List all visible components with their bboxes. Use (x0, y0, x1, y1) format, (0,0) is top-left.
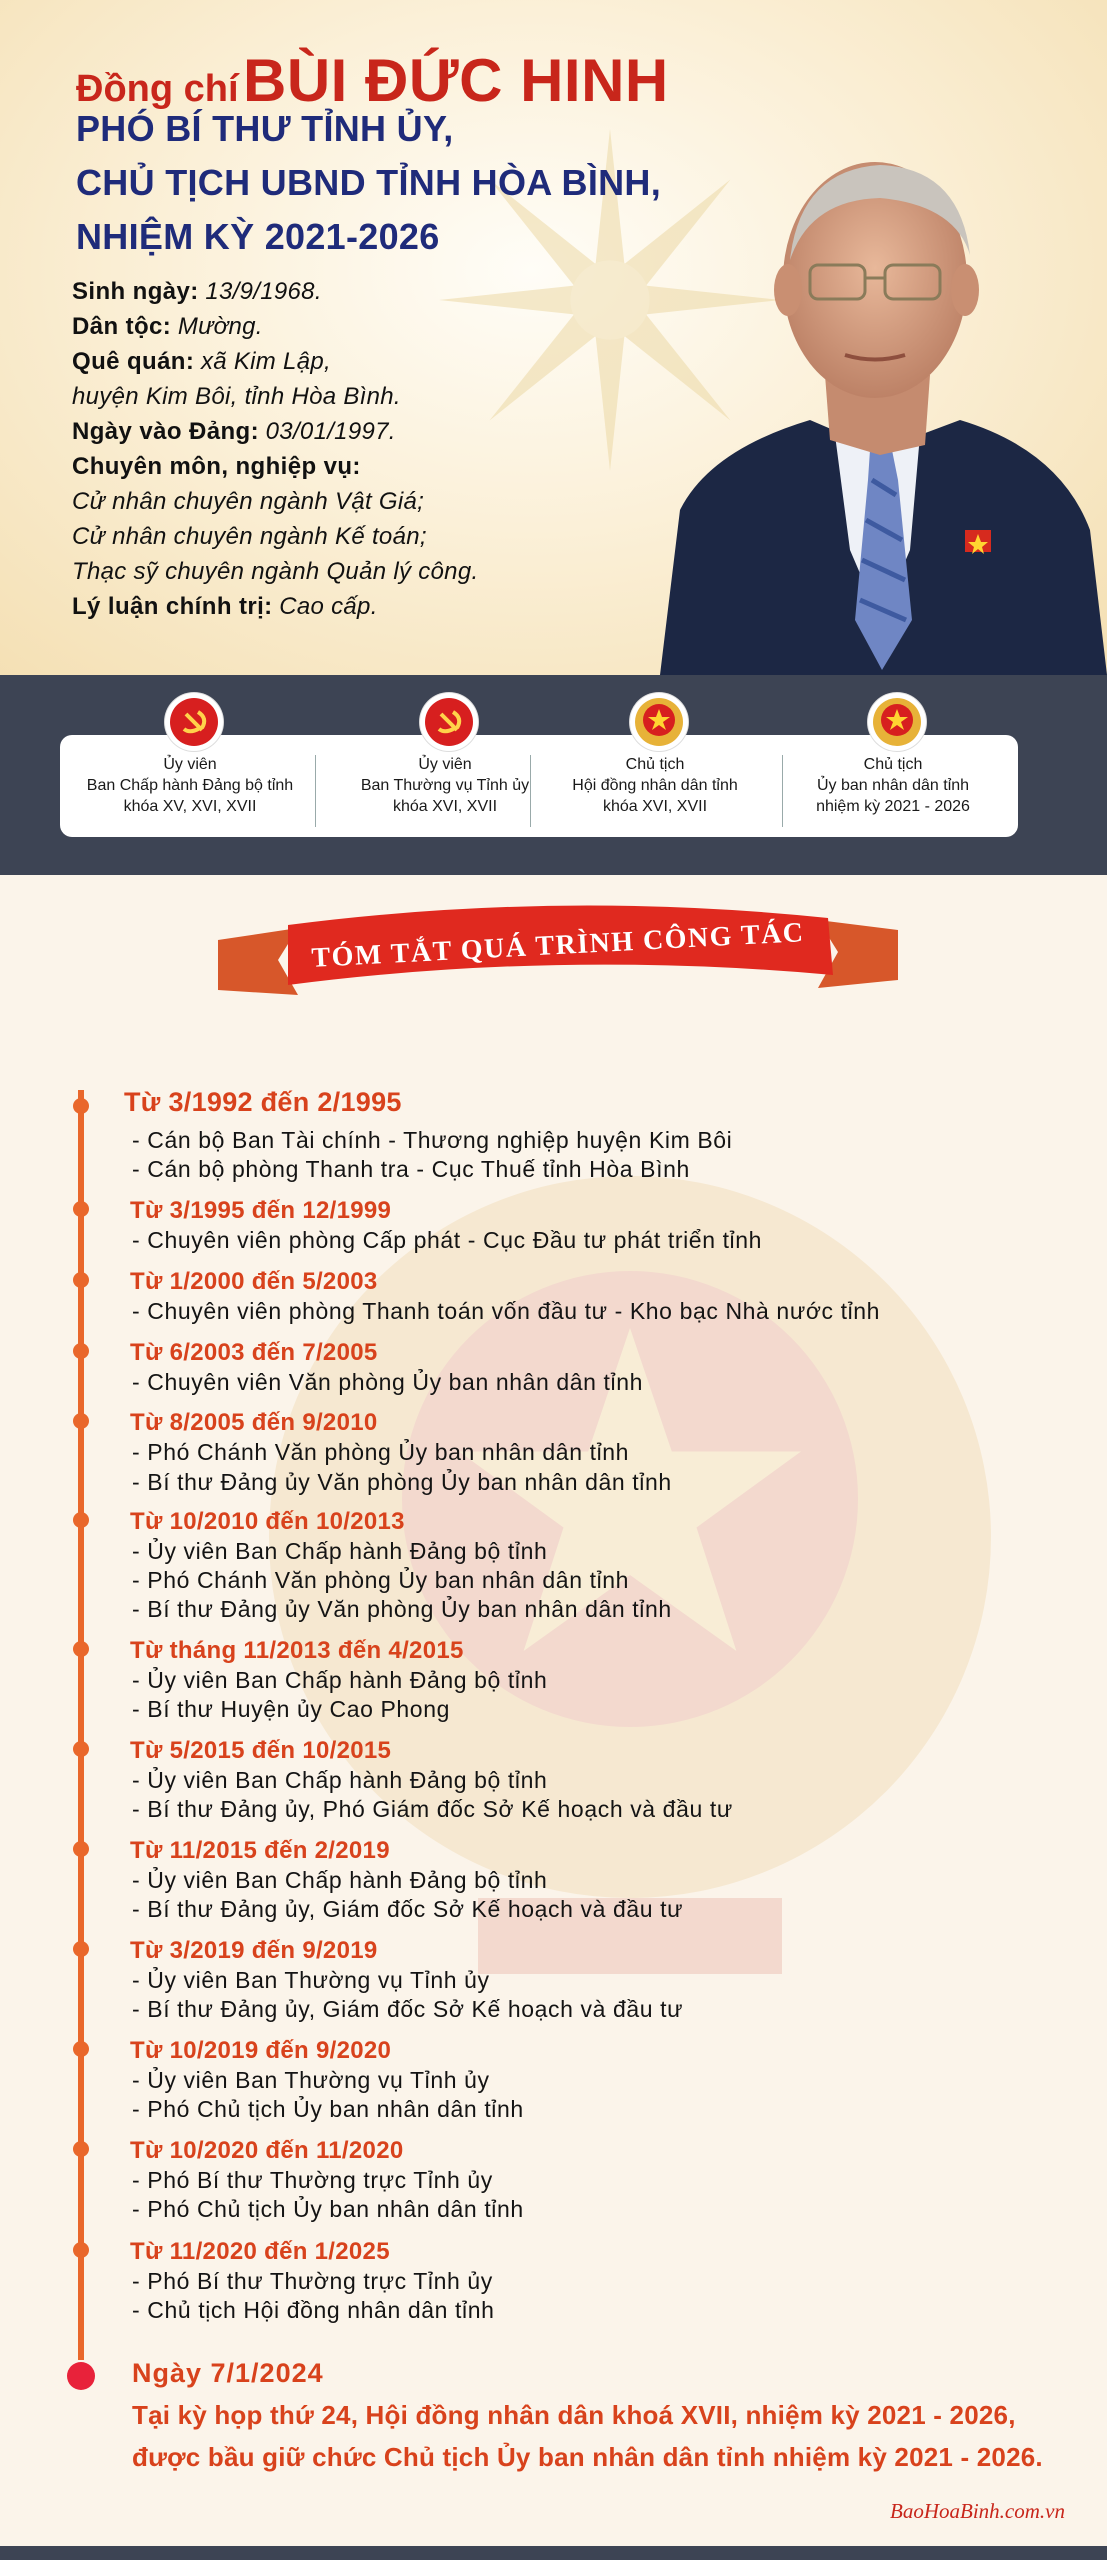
party-row (72, 420, 396, 444)
badge-line: Ủy ban nhân dân tỉnh (816, 776, 970, 794)
timeline-period: Từ tháng 11/2013 đến 4/2015 (130, 1637, 464, 1664)
timeline-item: - Ủy viên Ban Thường vụ Tỉnh ủy (132, 2067, 490, 2093)
expertise-value: Cử nhân chuyên ngành Vật Giá; (72, 488, 425, 515)
timeline-dot (73, 1272, 89, 1288)
timeline-item: - Bí thư Đảng ủy, Phó Giám đốc Sở Kế hoạch và đầu tư (132, 1796, 733, 1822)
page-title (76, 46, 669, 115)
timeline-item: - Ủy viên Ban Chấp hành Đảng bộ tỉnh (132, 1767, 548, 1793)
timeline-dot (73, 2141, 89, 2157)
timeline-period: Từ 8/2005 đến 9/2010 (130, 1409, 378, 1436)
expertise-row (72, 455, 361, 479)
timeline-period: Từ 5/2015 đến 10/2015 (130, 1737, 392, 1764)
subtitle-line: CHỦ TỊCH UBND TỈNH HÒA BÌNH, (76, 162, 662, 203)
party-value: 03/01/1997. (265, 418, 396, 445)
timeline-dot (73, 1413, 89, 1429)
timeline-period: Từ 1/2000 đến 5/2003 (130, 1268, 378, 1295)
expertise-item (72, 490, 424, 514)
party-emblem-icon (165, 693, 223, 751)
positions-bar (0, 675, 1107, 875)
timeline-period: Từ 10/2020 đến 11/2020 (130, 2137, 404, 2164)
timeline-item: - Phó Chánh Văn phòng Ủy ban nhân dân tỉnh (132, 1439, 630, 1465)
timeline-item: - Ủy viên Ban Chấp hành Đảng bộ tỉnh (132, 1867, 548, 1893)
birth-row (72, 280, 322, 304)
timeline-period: Từ 6/2003 đến 7/2005 (130, 1339, 378, 1366)
position-badge (773, 755, 1013, 817)
hometown-label: Quê quán: (72, 348, 195, 375)
ethnic-label: Dân tộc: (72, 313, 172, 340)
final-text-line: được bầu giữ chức Chủ tịch Ủy ban nhân dân tỉnh nhiệm kỳ 2021 - 2026. (132, 2442, 1043, 2472)
theory-row (72, 595, 378, 619)
badge-line: khóa XVI, XVII (602, 797, 708, 815)
timeline-dot (73, 1343, 89, 1359)
title-prefix: Đồng chí (76, 68, 239, 110)
badge-line: Ủy viên (418, 756, 472, 773)
position-badge (535, 755, 775, 817)
timeline-item: - Chuyên viên Văn phòng Ủy ban nhân dân tỉnh (132, 1369, 644, 1395)
birth-value: 13/9/1968. (205, 278, 322, 305)
badge-line: Ban Thường vụ Tỉnh ủy (360, 776, 530, 794)
timeline-period: Từ 3/1995 đến 12/1999 (130, 1197, 392, 1224)
timeline-period: Từ 10/2019 đến 9/2020 (130, 2037, 392, 2064)
hometown-value-2: huyện Kim Bôi, tỉnh Hòa Bình. (72, 383, 401, 410)
subtitle-line: NHIỆM KỲ 2021-2026 (76, 216, 440, 257)
timeline-item: - Cán bộ phòng Thanh tra - Cục Thuế tỉnh Hòa Bình (132, 1156, 690, 1182)
timeline-item: - Bí thư Huyện ủy Cao Phong (132, 1696, 450, 1722)
timeline-item: - Phó Chủ tịch Ủy ban nhân dân tỉnh (132, 2096, 524, 2122)
timeline-item: - Chủ tịch Hội đồng nhân dân tỉnh (132, 2297, 495, 2323)
timeline-item: - Cán bộ Ban Tài chính - Thương nghiệp huyện Kim Bôi (132, 1127, 733, 1153)
hometown-row (72, 350, 331, 374)
timeline-period: Từ 11/2020 đến 1/2025 (130, 2238, 390, 2265)
badge-line: Chủ tịch (625, 756, 685, 773)
source-credit: BaoHoaBinh.com.vn (890, 2499, 1065, 2523)
timeline-dot (73, 1098, 89, 1114)
party-label: Ngày vào Đảng: (72, 418, 259, 445)
timeline-final-dot (67, 2362, 95, 2390)
timeline-dot (73, 1201, 89, 1217)
person-name: BÙI ĐỨC HINH (243, 47, 669, 114)
hometown-row-2 (72, 385, 401, 409)
expertise-item (72, 560, 478, 584)
party-emblem-icon (420, 693, 478, 751)
timeline-item: - Ủy viên Ban Chấp hành Đảng bộ tỉnh (132, 1667, 548, 1693)
timeline-dot (73, 1841, 89, 1857)
timeline-item: - Ủy viên Ban Thường vụ Tỉnh ủy (132, 1967, 490, 1993)
positions-card (60, 735, 1018, 837)
timeline-dot (73, 1741, 89, 1757)
career-section (0, 875, 1107, 2560)
hero-section (0, 0, 1107, 675)
timeline-item: - Bí thư Đảng ủy, Giám đốc Sở Kế hoạch và đầu tư (132, 1896, 684, 1922)
final-date: Ngày 7/1/2024 (132, 2358, 324, 2388)
badge-line: Ban Chấp hành Đảng bộ tỉnh (86, 776, 294, 794)
expertise-label: Chuyên môn, nghiệp vụ: (72, 453, 361, 480)
badge-line: nhiệm kỳ 2021 - 2026 (816, 797, 970, 815)
position-badge (70, 755, 310, 817)
badge-line: khóa XV, XVI, XVII (123, 797, 257, 815)
portrait-photo (640, 150, 1107, 675)
subtitle-line: PHÓ BÍ THƯ TỈNH ỦY, (76, 108, 454, 149)
timeline-item: - Chuyên viên phòng Thanh toán vốn đầu tư - Kho bạc Nhà nước tỉnh (132, 1298, 881, 1324)
theory-value: Cao cấp. (279, 593, 378, 620)
timeline-dot (73, 1512, 89, 1528)
expertise-value: Cử nhân chuyên ngành Kế toán; (72, 523, 427, 550)
ethnic-value: Mường. (177, 313, 263, 340)
timeline-item: - Bí thư Đảng ủy, Giám đốc Sở Kế hoạch và đầu tư (132, 1996, 684, 2022)
timeline-dot (73, 2242, 89, 2258)
bottom-bar (0, 2546, 1107, 2560)
badge-line: Hội đồng nhân dân tỉnh (572, 776, 738, 794)
badge-divider (315, 755, 316, 827)
timeline-dot (73, 1641, 89, 1657)
timeline-item: - Ủy viên Ban Chấp hành Đảng bộ tỉnh (132, 1538, 548, 1564)
timeline-item: - Bí thư Đảng ủy Văn phòng Ủy ban nhân dân tỉnh (132, 1469, 672, 1495)
timeline-period: Từ 10/2010 đến 10/2013 (130, 1508, 405, 1535)
expertise-value: Thạc sỹ chuyên ngành Quản lý công. (72, 558, 479, 585)
timeline-item: - Phó Chánh Văn phòng Ủy ban nhân dân tỉnh (132, 1567, 630, 1593)
birth-label: Sinh ngày: (72, 278, 199, 305)
section-title: TÓM TẮT QUÁ TRÌNH CÔNG TÁC (310, 917, 806, 974)
theory-label: Lý luận chính trị: (72, 593, 273, 620)
timeline-item: - Phó Bí thư Thường trực Tỉnh ủy (132, 2167, 493, 2193)
state-emblem-icon (868, 693, 926, 751)
timeline-item: - Bí thư Đảng ủy Văn phòng Ủy ban nhân dân tỉnh (132, 1596, 672, 1622)
ethnic-row (72, 315, 263, 339)
badge-line: Ủy viên (163, 756, 217, 773)
badge-divider (530, 755, 531, 827)
badge-line: Chủ tịch (863, 756, 923, 773)
hometown-value: xã Kim Lập, (200, 348, 331, 375)
timeline-period: Từ 3/2019 đến 9/2019 (130, 1937, 378, 1964)
final-text-line: Tại kỳ họp thứ 24, Hội đồng nhân dân khoá XVII, nhiệm kỳ 2021 - 2026, (132, 2400, 1016, 2430)
expertise-item (72, 525, 427, 549)
timeline-item: - Chuyên viên phòng Cấp phát - Cục Đầu tư phát triển tỉnh (132, 1227, 763, 1253)
timeline-period: Từ 3/1992 đến 2/1995 (124, 1087, 402, 1117)
state-emblem-icon (630, 693, 688, 751)
timeline-dot (73, 1941, 89, 1957)
timeline-item: - Phó Bí thư Thường trực Tỉnh ủy (132, 2268, 493, 2294)
timeline-period: Từ 11/2015 đến 2/2019 (130, 1837, 390, 1864)
timeline-item: - Phó Chủ tịch Ủy ban nhân dân tỉnh (132, 2196, 524, 2222)
position-badge (325, 755, 565, 817)
badge-line: khóa XVI, XVII (392, 797, 498, 815)
timeline-dot (73, 2041, 89, 2057)
